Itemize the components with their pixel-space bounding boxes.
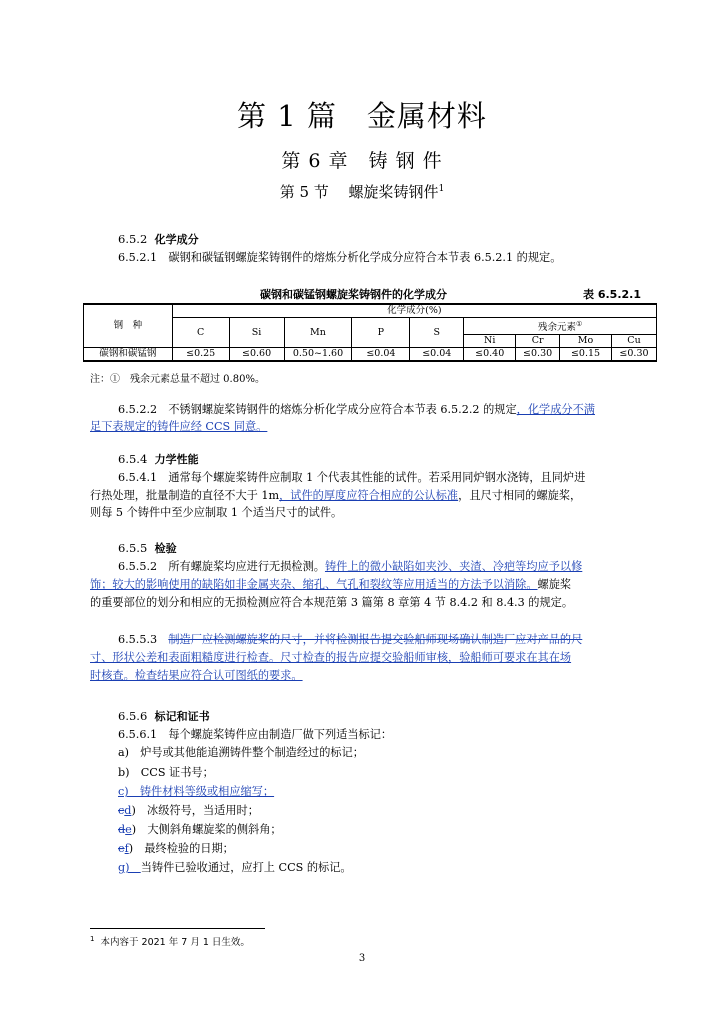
- para-number: 6.5.5.3: [118, 633, 169, 646]
- header-element: Ni: [464, 335, 516, 348]
- revision-delete: 制造厂应检测螺旋桨的尺寸，并将检测报告提交验船师现场确认制造厂应对产品的尺: [168, 633, 583, 646]
- header-element: Mn: [284, 318, 352, 348]
- revision-delete: e: [118, 842, 125, 855]
- table-note: 注：① 残余元素总量不超过 0.80%。: [90, 374, 265, 385]
- header-composition: 化学成分(%): [172, 304, 656, 318]
- footnote: [90, 934, 250, 948]
- list-item-d: [118, 803, 259, 819]
- section-title: [0, 181, 724, 202]
- header-element: P: [352, 318, 410, 348]
- list-item-a: a) 炉号或其他能追溯铸件整个制造经过的标记；: [118, 746, 364, 759]
- table-cell: 0.50~1.60: [284, 348, 352, 362]
- revision-insert: 饰；较大的影响使用的缺陷如非金属夹杂、缩孔、气孔和裂纹等应用适当的方法予以消除。: [90, 578, 538, 591]
- header-element: S: [410, 318, 464, 348]
- table-cell: ≤0.60: [229, 348, 284, 362]
- table-cell: ≤0.04: [410, 348, 464, 362]
- row-grade-name: 碳钢和碳锰钢: [84, 348, 173, 362]
- revision-insert: e: [125, 823, 132, 836]
- list-item-g: [118, 860, 352, 876]
- para-6-5-5-3-line1: [118, 632, 582, 648]
- heading-6-5-5: [118, 540, 177, 556]
- header-element: C: [172, 318, 229, 348]
- header-residual-text: 残余元素: [537, 322, 576, 334]
- page-number: 3: [358, 953, 366, 964]
- table-cell: ≤0.15: [560, 348, 612, 362]
- list-text: ) 冰级符号，当适用时；: [131, 804, 259, 817]
- para-6-5-5-3-line3: 时核查。检查结果应符合认可图纸的要求。: [90, 669, 303, 682]
- heading-text: 标记和证书: [154, 710, 210, 723]
- heading-number: 6.5.5: [118, 541, 148, 555]
- header-element: Si: [229, 318, 284, 348]
- header-element: Cr: [516, 335, 560, 348]
- para-6-5-4-1-line1: 6.5.4.1 通常每个螺旋桨铸件应制取 1 个代表其性能的试件。若采用同炉钢水浇铸，且同炉进: [118, 471, 586, 484]
- revision-insert: g): [118, 861, 141, 874]
- heading-6-5-4: [118, 451, 199, 467]
- residual-note-mark: ①: [575, 320, 583, 328]
- para-6-5-2-2-line2: 足下表规定的铸件应经 CCS 同意。: [90, 420, 268, 433]
- table-cell: ≤0.30: [611, 348, 656, 362]
- para-6-5-2-1: 6.5.2.1 碳钢和碳锰钢螺旋桨铸钢件的熔炼分析化学成分应符合本节表 6.5.2.1 的规定。: [118, 251, 562, 264]
- para-6-5-5-2-line2: [90, 577, 571, 593]
- list-item-f: [118, 841, 234, 857]
- header-element: Mo: [560, 335, 612, 348]
- table-caption: 碳钢和碳锰钢螺旋桨铸钢件的化学成分: [260, 288, 447, 301]
- heading-number: 6.5.2: [118, 232, 148, 246]
- para-6-5-6-1: 6.5.6.1 每个螺旋桨铸件应由制造厂做下列适当标记：: [118, 728, 393, 741]
- part-title: 第 1 篇 金属材料: [237, 99, 487, 133]
- para-text: 行热处理，批量制造的直径不大于 1m: [90, 489, 280, 502]
- heading-6-5-6: [118, 708, 210, 724]
- table-label: 表 6.5.2.1: [583, 288, 641, 301]
- revision-insert: 铸件上的微小缺陷如夹沙、夹渣、冷疤等均应予以修: [324, 560, 583, 573]
- footnote-text: 本内容于 2021 年 7 月 1 日生效。: [100, 937, 250, 948]
- header-element: Cu: [611, 335, 656, 348]
- footnote-separator: [90, 928, 265, 929]
- list-item-e: [118, 822, 282, 838]
- footnote-ref[interactable]: 1: [438, 184, 445, 194]
- list-item-b: b) CCS 证书号；: [118, 766, 214, 779]
- heading-text: 化学成分: [154, 233, 199, 246]
- heading-text: 力学性能: [154, 453, 199, 466]
- para-6-5-4-1-line2: [90, 488, 581, 504]
- revision-delete: c: [118, 804, 125, 817]
- heading-number: 6.5.6: [118, 709, 148, 723]
- para-6-5-2-2-line1: [118, 402, 595, 418]
- header-grade: 钢 种: [84, 304, 173, 348]
- revision-insert: f: [124, 842, 129, 855]
- para-text: 6.5.2.2 不锈钢螺旋桨铸钢件的熔炼分析化学成分应符合本节表 6.5.2.2 的规定: [118, 403, 517, 416]
- revision-insert: ，化学成分不满: [516, 403, 595, 416]
- header-residual: [464, 318, 657, 335]
- revision-insert: ，试件的厚度应符合相应的公认标准: [279, 489, 459, 502]
- para-text: ，且尺寸相同的螺旋桨，: [458, 489, 582, 502]
- revision-delete: d: [118, 823, 126, 836]
- heading-text: 检验: [154, 542, 177, 555]
- para-6-5-5-2-line3: 的重要部位的划分和相应的无损检测应符合本规范第 3 篇第 8 章第 4 节 8.4.2 和 8.4.3 的规定。: [90, 596, 574, 609]
- list-item-c: c) 铸件材料等级或相应缩写；: [118, 785, 275, 798]
- section-title-text: 第 5 节 螺旋桨铸钢件: [279, 183, 439, 201]
- table-cell: ≤0.25: [172, 348, 229, 362]
- list-text: ) 最终检验的日期；: [128, 842, 234, 855]
- table-cell: ≤0.04: [352, 348, 410, 362]
- list-text: ) 大侧斜角螺旋桨的侧斜角；: [131, 823, 282, 836]
- table-cell: ≤0.40: [464, 348, 516, 362]
- para-6-5-4-1-line3: 则每 5 个铸件中至少应制取 1 个适当尺寸的试件。: [90, 506, 343, 519]
- table-cell: ≤0.30: [516, 348, 560, 362]
- heading-number: 6.5.4: [118, 452, 148, 466]
- heading-6-5-2: [118, 231, 199, 247]
- chapter-title: 第 6 章 铸 钢 件: [281, 150, 443, 172]
- para-6-5-5-3-line2: 寸、形状公差和表面粗糙度进行检查。尺寸检查的报告应提交验船师审核，验船师可要求在其在场: [90, 651, 572, 664]
- para-6-5-5-2-line1: [118, 559, 582, 575]
- footnote-mark: 1: [90, 934, 95, 943]
- list-text: 当铸件已验收通过，应打上 CCS 的标记。: [140, 861, 352, 874]
- para-text: 螺旋桨: [537, 578, 572, 591]
- chemical-composition-table: [83, 303, 657, 362]
- para-text: 6.5.5.2 所有螺旋桨均应进行无损检测。: [118, 560, 325, 573]
- revision-insert: d: [124, 804, 132, 817]
